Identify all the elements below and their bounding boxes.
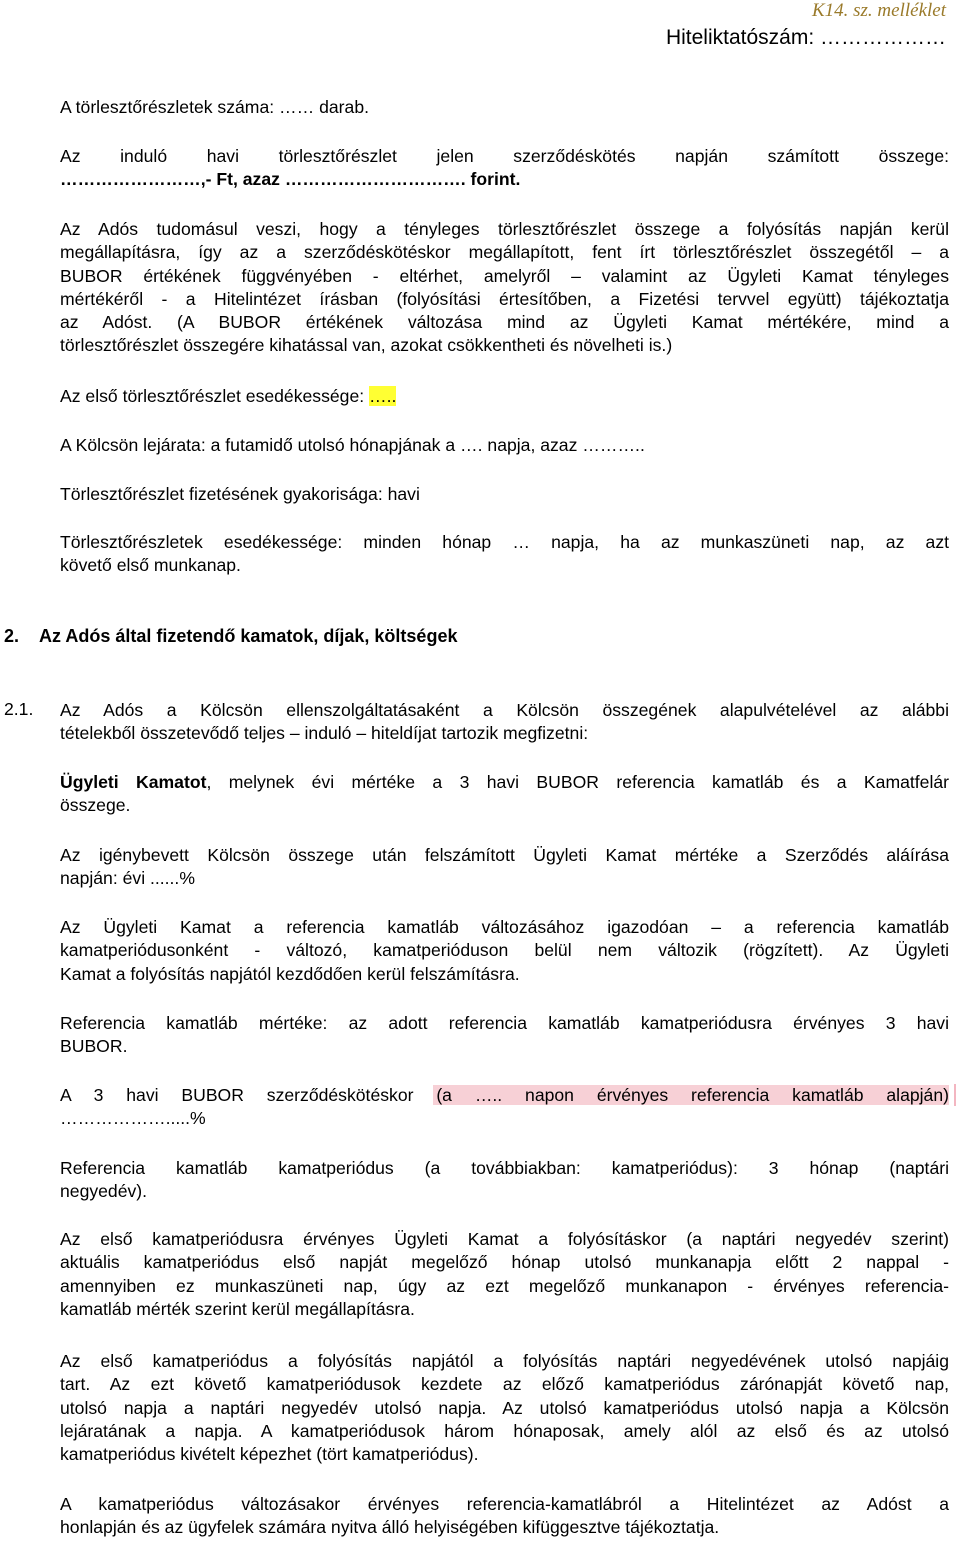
text-line: Kamat a folyósítás napjától kezdődően kerül felszámításra. <box>60 963 520 984</box>
text-line: A törlesztőrészletek száma: …… darab. <box>60 97 369 117</box>
text-line <box>60 771 949 794</box>
text-line: A Kölcsön lejárata: a futamidő utolsó hónapjának a …. napja, azaz ……….. <box>60 435 645 455</box>
text-line: kamatperiódus kivételt képezhet (tört kamatperiódus). <box>60 1444 479 1465</box>
text-line: ……………………,- Ft, azaz …………………………. forint. <box>60 169 521 190</box>
installment-due-date-paragraph <box>60 531 949 578</box>
change-bar <box>954 1084 956 1106</box>
text-line: aktuális kamatperiódus első napját megelőző hónap utolsó munkanapja előtt 2 nappal - <box>60 1252 949 1273</box>
annex-label: K14. sz. melléklet <box>811 0 946 21</box>
bold-term: Ügyleti Kamatot <box>60 772 207 792</box>
text-line: kamatláb mérték szerint kerül megállapításra. <box>60 1298 415 1319</box>
first-installment-due-label: Az első törlesztőrészlet esedékessége: <box>60 386 370 406</box>
text-line: kamatperiódusonként - változó, kamatperióduson belül nem változik (rögzített). Az Ügyleti <box>60 940 949 961</box>
bubor-at-signing-paragraph <box>60 1084 949 1131</box>
text-line: tart. Az ezt követő kamatperiódusok kezdete az előző kamatperiódus zárónapját követő nap, <box>60 1374 949 1395</box>
text-line: tételekből összetevődő teljes – induló – hiteldíjat tartozik megfizetni: <box>60 723 589 744</box>
transaction-interest-paragraph <box>60 771 949 818</box>
loan-maturity-paragraph <box>60 434 949 457</box>
first-installment-due-value: ….. <box>369 386 397 406</box>
reference-rate-paragraph <box>60 1012 949 1059</box>
installment-count-paragraph <box>60 96 949 119</box>
text-line: ……………….....% <box>60 1108 206 1129</box>
section-number: 2. <box>4 626 20 646</box>
text-fragment: , melynek évi mértéke a 3 havi BUBOR referencia kamatláb és a Kamatfelár <box>206 772 950 792</box>
subsection-number: 2.1. <box>4 699 34 719</box>
bubor-notice-paragraph <box>60 218 949 358</box>
text-line: utolsó napja a naptári negyedév utolsó napja. Az utolsó kamatperiódus utolsó napja a Kölcsön <box>60 1397 949 1418</box>
text-line: A kamatperiódus változásakor érvényes referencia-kamatlábról a Hitelintézet az Adóst a <box>60 1494 949 1514</box>
text-line: Törlesztőrészletek esedékessége: minden hónap … napja, ha az munkaszüneti nap, az azt <box>60 532 949 552</box>
text-line: honlapján és az ügyfelek számára nyitva álló helyiségében kifüggesztve tájékoztatja. <box>60 1517 720 1538</box>
text-line: megállapításra, így az a szerződéskötéskor megállapított, fent írt törlesztőrészlet összegétől – a <box>60 242 949 263</box>
text-line: Az igénybevett Kölcsön összege után felszámított Ügyleti Kamat mértéke a Szerződés aláírása <box>60 845 949 865</box>
text-line: Az induló havi törlesztőrészlet jelen szerződéskötés napján számított összege: <box>60 146 949 166</box>
variable-rate-paragraph <box>60 916 949 986</box>
text-line: Az első kamatperiódus a folyósítás napjától a folyósítás naptári negyedévének utolsó napjáig <box>60 1351 949 1371</box>
first-installment-due-paragraph <box>60 385 949 408</box>
initial-installment-paragraph <box>60 145 949 192</box>
reference-number-label: Hiteliktatószám: ……………… <box>665 26 946 49</box>
text-line: lejáratának a napja. A kamatperiódusok három hónaposak, amely alól az első és az utolsó <box>60 1420 949 1441</box>
text-line: Az Adós tudomásul veszi, hogy a tényleges törlesztőrészlet összege a folyósítás napján kerül <box>60 219 949 239</box>
text-line: amennyiben ez munkaszüneti nap, úgy az ezt megelőző munkanapon - érvényes referencia- <box>60 1275 949 1296</box>
text-line: törlesztőrészlet összegére kihatással van, azokat csökkentheti és növelheti is.) <box>60 335 673 356</box>
payment-frequency-paragraph <box>60 483 949 506</box>
interest-period-paragraph <box>60 1157 949 1204</box>
text-line: BUBOR értékének függvényében - eltérhet, amelyről – valamint az Ügyleti Kamat tényleges <box>60 265 949 286</box>
text-line <box>60 1084 949 1107</box>
text-line: Az Adós a Kölcsön ellenszolgáltatásaként a Kölcsön összegének alapulvételével az alábbi <box>60 700 949 720</box>
text-line: mértékéről - a Hitelintézet írásban (folyósítási értesítőben, a Fizetési tervvel együtt) tájékoztatja <box>60 288 949 309</box>
text-line: Referencia kamatláb mértéke: az adott referencia kamatláb kamatperiódusra érvényes 3 havi <box>60 1013 949 1033</box>
rate-change-notice-paragraph <box>60 1493 949 1540</box>
section-title: Az Adós által fizetendő kamatok, díjak, költségek <box>39 626 458 646</box>
highlighted-fragment: (a ….. napon érvényes referencia kamatláb alapján) <box>436 1085 949 1105</box>
text-line: negyedév). <box>60 1181 148 1202</box>
text-line: Az Ügyleti Kamat a referencia kamatláb változásához igazodóan – a referencia kamatláb <box>60 917 949 937</box>
text-line: BUBOR. <box>60 1036 128 1057</box>
text-fragment: A 3 havi BUBOR szerződéskötéskor <box>60 1085 437 1105</box>
interest-period-definition-paragraph <box>60 1350 949 1466</box>
first-period-rate-paragraph <box>60 1228 949 1321</box>
text-line: az Adóst. (A BUBOR értékének változása mind az Ügyleti Kamat mértékére, mind a <box>60 312 949 333</box>
text-line: Törlesztőrészlet fizetésének gyakorisága: havi <box>60 484 420 504</box>
text-line: napján: évi ......% <box>60 868 195 889</box>
text-line: Az első kamatperiódusra érvényes Ügyleti Kamat a folyósításkor (a naptári negyedév szerint) <box>60 1229 949 1249</box>
interest-rate-at-signing-paragraph <box>60 844 949 891</box>
text-line: követő első munkanap. <box>60 555 241 576</box>
section-heading <box>4 626 457 647</box>
text-line: összege. <box>60 795 131 816</box>
subsection-2-1-paragraph <box>60 699 949 746</box>
text-line: Referencia kamatláb kamatperiódus (a továbbiakban: kamatperiódus): 3 hónap (naptári <box>60 1158 949 1178</box>
text-line <box>60 385 949 408</box>
